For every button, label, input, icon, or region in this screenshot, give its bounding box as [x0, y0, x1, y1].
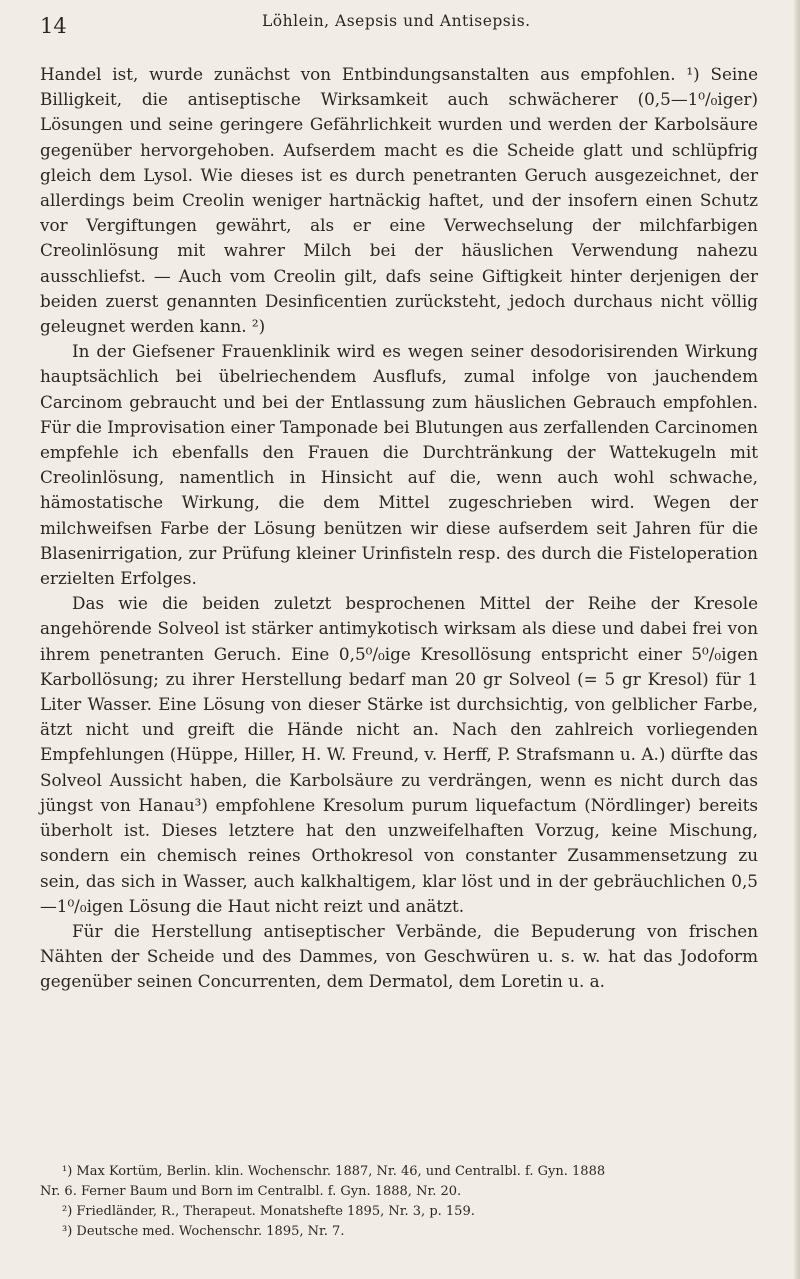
- paragraph: Für die Herstellung antiseptischer Verbände, die Bepuderung von frischen Nähten der Scheide und des Dammes, von Geschwüren u. s. w. hat das Jodoform gegenüber seinen Concurrenten, dem Dermatol, dem Loretin u. a.: [40, 920, 758, 992]
- paragraph: In der Giefsener Frauenklinik wird es wegen seiner desodorisirenden Wirkung hauptsächlich bei übelriechendem Ausflufs, zumal infolge von jauchendem Carcinom gebraucht und bei der Entlassung zum häuslichen Gebrauch empfohlen. Für die Improvisation einer Tamponade bei Blutungen aus zerfallenden Carcinomen empfehle ich ebenfalls den Frauen die Durchtränkung der Wattekugeln mit Creolinlösung, namentlich in Hinsicht auf die, wenn auch wohl schwache, hämostatische Wirkung, die dem Mittel zugeschrieben wird. Wegen der milchweifsen Farbe der Lösung benützen wir diese aufserdem seit Jahren für die Blasenirrigation, zur Prüfung kleiner Urinfisteln resp. des durch die Fisteloperation erzielten Erfolges.: [40, 341, 758, 589]
- footnote-1: ¹) Max Kortüm, Berlin. klin. Wochenschr. 1887, Nr. 46, und Centralbl. f. Gyn. 1888: [62, 1164, 606, 1179]
- footnotes: [40, 1162, 758, 1242]
- footnote-3: ³) Deutsche med. Wochenschr. 1895, Nr. 7.: [62, 1224, 345, 1239]
- paragraph: Handel ist, wurde zunächst von Entbindungsanstalten aus empfohlen. ¹) Seine Billigkeit, die antiseptische Wirksamkeit auch schwächerer (0,5—1⁰/₀iger) Lösungen und seine geringere Gefährlichkeit wurden und werden der Karbolsäure gegenüber hervorgehoben. Aufserdem macht es die Scheide glatt und schlüpfrig gleich dem Lysol. Wie dieses ist es durch penetranten Geruch ausgezeichnet, der allerdings beim Creolin weniger hartnäckig haftet, und der insofern einen Schutz vor Vergiftungen gewährt, als er eine Verwechselung der milchfarbigen Creolinlösung mit wahrer Milch bei der häuslichen Verwendung nahezu ausschliefst. — Auch vom Creolin gilt, dafs seine Giftigkeit hinter derjenigen der beiden zuerst genannten Desinficentien zurücksteht, jedoch durchaus nicht völlig geleugnet werden kann. ²): [40, 64, 758, 337]
- paragraph: Das wie die beiden zuletzt besprochenen Mittel der Reihe der Kresole angehörende Solveol ist stärker antimykotisch wirksam als diese und dabei frei von ihrem penetranten Geruch. Eine 0,5⁰/₀ige Kresollösung entspricht einer 5⁰/₀igen Karbollösung; zu ihrer Herstellung bedarf man 20 gr Solveol (= 5 gr Kresol) für 1 Liter Wasser. Eine Lösung von dieser Stärke ist durchsichtig, von gelblicher Farbe, ätzt nicht und greift die Hände nicht an. Nach den zahlreich vorliegenden Empfehlungen (Hüppe, Hiller, H. W. Freund, v. Herff, P. Strafsmann u. A.) dürfte das Solveol Aussicht haben, die Karbolsäure zu verdrängen, wenn es nicht durch das jüngst von Hanau³) empfohlene Kresolum purum liquefactum (Nördlinger) bereits überholt ist. Dieses letztere hat den unzweifelhaften Vorzug, keine Mischung, sondern ein chemisch reines Orthokresol von constanter Zusammensetzung zu sein, das sich in Wasser, auch kalkhaltigem, klar löst und in der gebräuchlichen 0,5—1⁰/₀igen Lösung die Haut nicht reizt und anätzt.: [40, 593, 758, 916]
- footnote-2: ²) Friedländer, R., Therapeut. Monatshefte 1895, Nr. 3, p. 159.: [62, 1204, 475, 1219]
- main-text: [40, 62, 758, 995]
- page-edge-shadow: [794, 0, 800, 1279]
- running-head: Löhlein, Asepsis und Antisepsis.: [262, 12, 531, 30]
- footnote-1-continuation: Nr. 6. Ferner Baum und Born im Centralbl. f. Gyn. 1888, Nr. 20.: [40, 1184, 462, 1199]
- page-number: 14: [40, 14, 67, 38]
